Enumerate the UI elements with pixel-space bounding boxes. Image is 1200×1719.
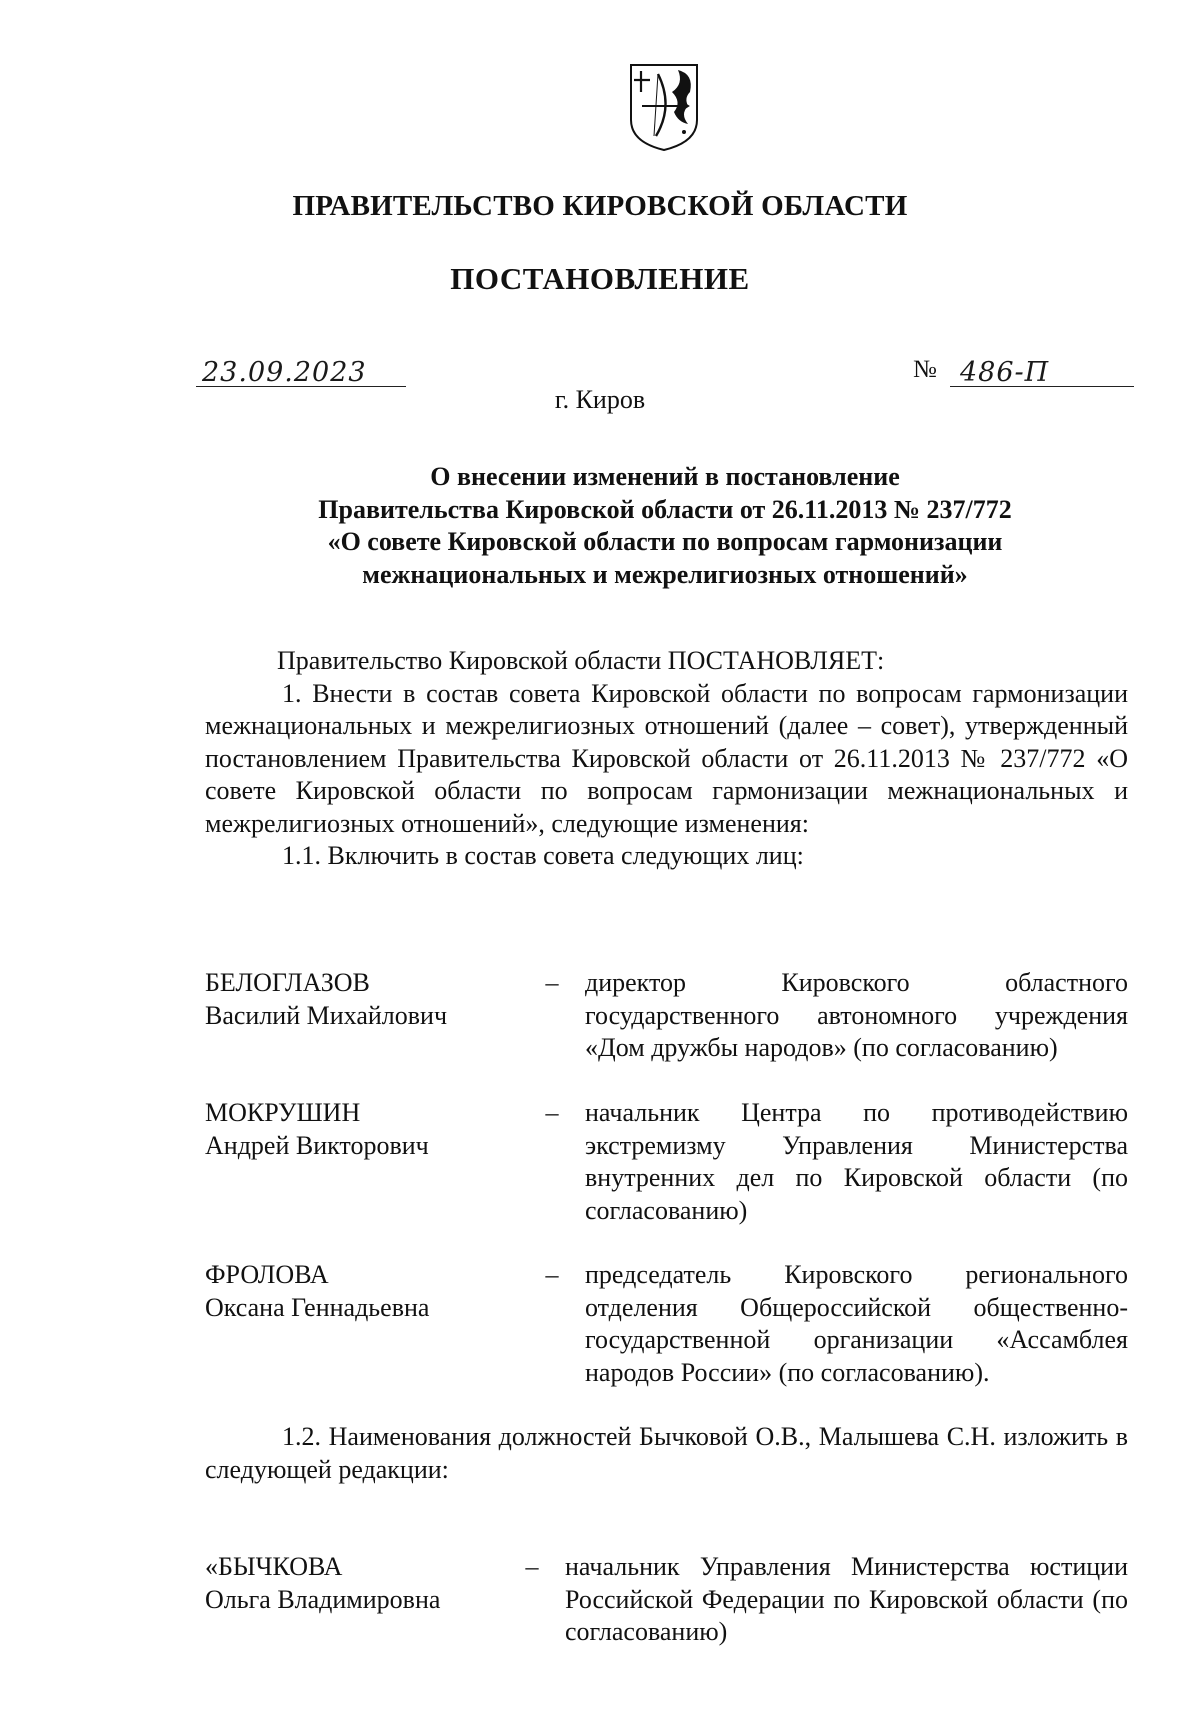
member-surname: «БЫЧКОВА — [205, 1552, 343, 1581]
document-body — [205, 645, 1128, 873]
paragraph-1: 1. Внести в состав совета Кировской области по вопросам гармонизации межнациональных и межрелигиозных отношений (далее – совет), утвержденный постановлением Правительства Кировской области от 26.11.2013 № 237/772 «О совете Кировской области по вопросам гармонизации межнациональных и межрелигиозных отношений», следующие изменения: — [205, 678, 1128, 838]
paragraph-1-2: 1.2. Наименования должностей Бычковой О.В., Малышева С.Н. изложить в следующей редакции: — [205, 1422, 1128, 1484]
title-line: О внесении изменений в постановление — [430, 462, 900, 491]
member-name — [205, 967, 535, 1032]
document-type: ПОСТАНОВЛЕНИЕ — [450, 261, 750, 296]
paragraph-1-1: 1.1. Включить в состав совета следующих лиц: — [282, 841, 804, 870]
date-field — [196, 350, 406, 387]
number-field — [950, 350, 1134, 387]
member-surname: БЕЛОГЛАЗОВ — [205, 968, 370, 997]
member-surname: МОКРУШИН — [205, 1098, 361, 1127]
dash: – — [545, 1260, 559, 1289]
member-position: начальник Управления Министерства юстиции Российской Федерации по Кировской области (по согласованию) — [565, 1552, 1128, 1646]
number-label: № — [913, 356, 937, 383]
member-given-name: Андрей Викторович — [205, 1130, 429, 1160]
coat-of-arms-icon — [628, 62, 700, 152]
intro-paragraph: Правительство Кировской области ПОСТАНОВЛЯЕТ: — [277, 646, 885, 675]
member-surname: ФРОЛОВА — [205, 1260, 329, 1289]
government-name: ПРАВИТЕЛЬСТВО КИРОВСКОЙ ОБЛАСТИ — [292, 190, 908, 222]
member-position: директор Кировского областного государственного автономного учреждения «Дом дружбы народов» (по согласованию) — [585, 968, 1128, 1062]
title-line: межнациональных и межрелигиозных отношений» — [362, 559, 968, 589]
member-given-name: Оксана Геннадьевна — [205, 1292, 430, 1322]
dash: – — [545, 1098, 559, 1127]
document-title — [200, 461, 1130, 591]
member-given-name: Василий Михайлович — [205, 1000, 448, 1030]
city: г. Киров — [554, 385, 646, 414]
handwritten-date: 23.09.2023 — [202, 357, 367, 388]
member-given-name: Ольга Владимировна — [205, 1584, 441, 1614]
dash: – — [525, 1552, 539, 1581]
member-name — [205, 1551, 535, 1616]
paragraph-1-2-block — [205, 1421, 1128, 1486]
title-line: Правительства Кировской области от 26.11.2013 № 237/772 — [318, 494, 1012, 524]
dash: – — [545, 968, 559, 997]
member-name — [205, 1097, 535, 1162]
title-line: «О совете Кировской области по вопросам гармонизации — [327, 527, 1003, 556]
member-name — [205, 1259, 535, 1324]
handwritten-number: 486-П — [960, 357, 1050, 388]
member-position: председатель Кировского регионального отделения Общероссийской общественно-государственной организации «Ассамблея народов России» (по согласованию). — [585, 1260, 1128, 1387]
member-position: начальник Центра по противодействию экстремизму Управления Министерства внутренних дел по Кировской области (по согласованию) — [585, 1098, 1128, 1225]
